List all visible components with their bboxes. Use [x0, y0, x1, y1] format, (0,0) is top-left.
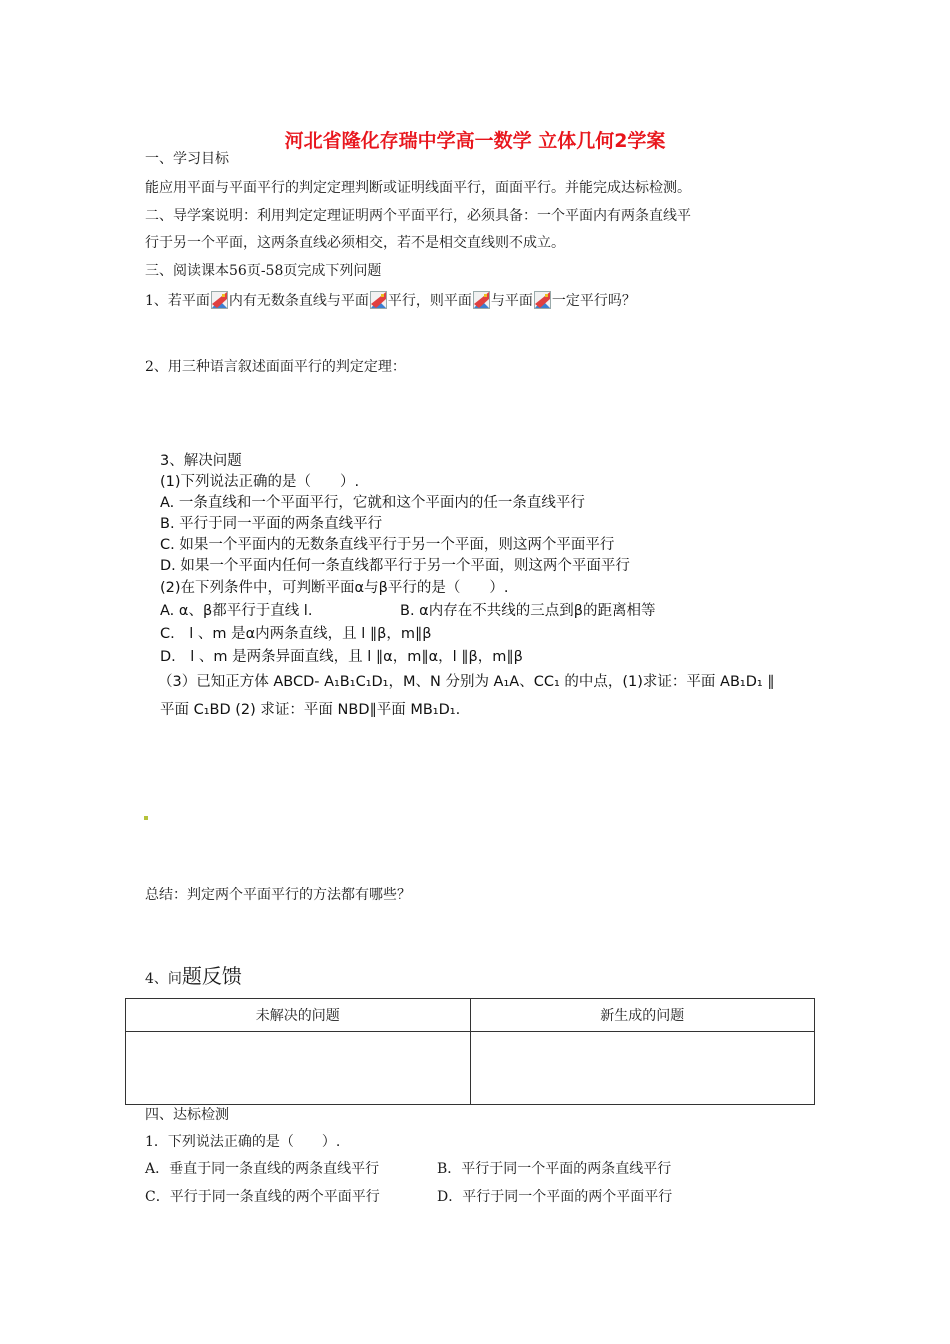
q3-sub3-line-b: 平面 C₁BD (2) 求证：平面 NBD∥平面 MB₁D₁.: [160, 702, 461, 718]
q3-sub2-option-c: C. l 、m 是α内两条直线，且 l ∥β，m∥β: [160, 626, 432, 642]
feedback-cell-new[interactable]: [470, 1032, 815, 1105]
q3-option-b: B. 平行于同一平面的两条直线平行: [160, 516, 383, 532]
s4-option-a: A．垂直于同一条直线的两条直线平行: [145, 1161, 380, 1177]
feedback-col-unsolved: 未解决的问题: [126, 999, 471, 1032]
feedback-cell-unsolved[interactable]: [126, 1032, 471, 1105]
feedback-table: [125, 998, 815, 1105]
summary: 总结：判定两个平面平行的方法都有哪些？: [145, 887, 411, 903]
section-1-text: 能应用平面与平面平行的判定定理判断或证明线面平行，面面平行。并能完成达标检测。: [145, 180, 691, 196]
q1-part: 1、若平面: [145, 293, 210, 309]
q3-option-d: D. 如果一个平面内任何一条直线都平行于另一个平面，则这两个平面平行: [160, 558, 630, 574]
s4-question: 1．下列说法正确的是（ ）.: [145, 1134, 341, 1150]
s4-option-c: C．平行于同一条直线的两个平面平行: [145, 1189, 380, 1205]
broken-image-icon: [370, 291, 387, 309]
broken-image-icon: [473, 291, 490, 309]
question-1: [145, 291, 636, 311]
stray-mark: [144, 816, 148, 820]
q3-heading: 3、解决问题: [160, 453, 242, 469]
s4-option-d: D．平行于同一个平面的两个平面平行: [437, 1189, 673, 1205]
section-3-heading: 三、阅读课本56页-58页完成下列问题: [145, 263, 382, 279]
section-4-heading: 四、达标检测: [145, 1107, 229, 1123]
broken-image-icon: [211, 291, 228, 309]
page-title: 河北省隆化存瑞中学高一数学 立体几何2学案: [284, 130, 666, 152]
section-1-heading: 一、学习目标: [145, 151, 229, 167]
q3-sub2: (2)在下列条件中，可判断平面α与β平行的是（ ）.: [160, 580, 509, 596]
q3-option-a: A. 一条直线和一个平面平行，它就和这个平面内的任一条直线平行: [160, 495, 585, 511]
q3-sub2-option-d: D. l 、m 是两条异面直线，且 l ∥α，m∥α，l ∥β，m∥β: [160, 649, 523, 665]
feedback-heading: [145, 960, 242, 989]
q1-part: 平行，则平面: [387, 293, 472, 309]
section-2-line-b: 行于另一个平面，这两条直线必须相交，若不是相交直线则不成立。: [145, 235, 565, 251]
q3-sub3-line-a: （3）已知正方体 ABCD- A₁B₁C₁D₁，M、N 分别为 A₁A、CC₁ 的中点，(1)求证：平面 AB₁D₁ ∥: [158, 674, 775, 690]
q3-sub2-option-b: B. α内存在不共线的三点到β的距离相等: [400, 603, 656, 619]
section-2-line-a: 二、导学案说明：利用判定定理证明两个平面平行，必须具备：一个平面内有两条直线平: [145, 208, 691, 224]
q3-sub1: (1)下列说法正确的是（ ）.: [160, 474, 360, 490]
feedback-col-new: 新生成的问题: [470, 999, 815, 1032]
feedback-title: 题反馈: [181, 964, 242, 988]
question-2: 2、用三种语言叙述面面平行的判定定理：: [145, 359, 406, 375]
q3-option-c: C. 如果一个平面内的无数条直线平行于另一个平面，则这两个平面平行: [160, 537, 615, 553]
q1-part: 与平面: [490, 293, 533, 309]
q3-sub2-option-a: A. α、β都平行于直线 l.: [160, 603, 313, 619]
q1-part: 内有无数条直线与平面: [228, 293, 369, 309]
broken-image-icon: [534, 291, 551, 309]
q1-part: 一定平行吗？: [551, 293, 636, 309]
feedback-number: 4、问: [145, 971, 182, 987]
s4-option-b: B．平行于同一个平面的两条直线平行: [437, 1161, 672, 1177]
